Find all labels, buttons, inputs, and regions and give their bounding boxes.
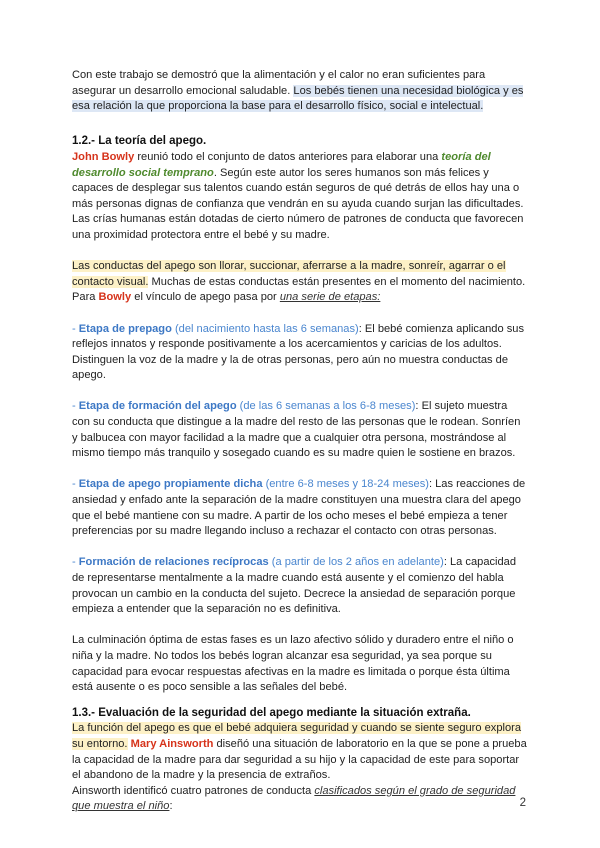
- patterns-paragraph: [72, 784, 528, 815]
- stage-paragraph: [72, 477, 528, 539]
- intro-text: Con este trabajo se demostró que la alimentación y el calor no eran suficientes para asegurar un desarrollo emocional saludable.: [72, 69, 486, 97]
- stage-paragraph: [72, 555, 528, 617]
- section-heading-theory: 1.2.- La teoría del apego.: [72, 135, 207, 148]
- patterns-text: Ainsworth identificó cuatro patrones de conducta: [72, 784, 315, 797]
- stage-title: Etapa de apego propiamente dicha: [78, 478, 263, 491]
- stage-paragraph: [72, 322, 528, 384]
- stage-range: (entre 6-8 meses y 18-24 meses): [262, 478, 429, 491]
- stage-text: : Las reacciones de ansiedad y enfado ante la separación de la madre constituyen una muestra clara del apego que el bebé mantiene con su madre. A partir de los ocho meses el bebé empieza a tener preferencias por su madre llegando incluso a rechazar el contacto con otras personas.: [72, 478, 526, 538]
- patterns-link[interactable]: clasificados según el grado de seguridad que muestra el niño: [72, 784, 516, 813]
- theory-paragraph: [72, 150, 528, 244]
- author-bowly-2: Bowly: [98, 291, 132, 304]
- section-heading-evaluation: 1.3.- Evaluación de la seguridad del apego mediante la situación extraña.: [72, 706, 471, 719]
- author-ainsworth: Mary Ainsworth: [130, 737, 214, 750]
- intro-paragraph: [72, 68, 528, 115]
- stages-link[interactable]: una serie de etapas:: [279, 291, 381, 304]
- stage-dash: -: [72, 322, 79, 335]
- evaluation-paragraph: [72, 721, 528, 783]
- author-bowly: John Bowly: [72, 150, 135, 163]
- stage-dash: -: [72, 400, 79, 413]
- theory-text-1: reunió todo el conjunto de datos anteriores para elaborar una: [134, 150, 442, 163]
- document-page: [72, 68, 528, 815]
- stage-text: : El sujeto muestra con su conducta que distingue a la madre del resto de las personas que le rodean. Sonríen y balbucea con mayor facilidad a la madre que a cualquier otra persona, mostrándose al mismo tiempo más tranquilo y sosegado cuando es su madre quien le sostiene en brazos.: [72, 400, 521, 460]
- stage-dash: -: [72, 556, 79, 569]
- stage-range: (de las 6 semanas a los 6-8 meses): [236, 400, 416, 413]
- theory-name: teoría del desarrollo social temprano: [72, 150, 491, 179]
- stage-range: (del nacimiento hasta las 6 semanas): [171, 322, 359, 335]
- culmination-paragraph: La culminación óptima de estas fases es un lazo afectivo sólido y duradero entre el niño o niña y la madre. No todos los bebés logran alcanzar esa seguridad, ya sea porque su capacidad para evocar respuestas afectivas en la madre es limitada o porque ésta última está ausente o es poco sensible a las señales del bebé.: [72, 634, 514, 694]
- stage-text: : La capacidad de representarse mentalmente a la madre cuando está ausente y el comienzo del habla provocan un cambio en la conducta del sujeto. Decrece la ansiedad de separación porque empieza a entender que la separación no es definitiva.: [72, 556, 517, 616]
- stage-dash: -: [72, 478, 79, 491]
- conducts-paragraph: [72, 259, 528, 306]
- stage-paragraph: [72, 399, 528, 461]
- conducts-text-2: el vínculo de apego pasa por: [131, 291, 280, 304]
- stage-title: Etapa de formación del apego: [78, 400, 237, 413]
- stage-title: Formación de relaciones recíprocas: [78, 556, 269, 569]
- evaluation-text-1: diseñó una situación de laboratorio en la que se pone a prueba la capacidad de la madre para dar seguridad a su hijo y la capacidad de este para soportar el abandono de la madre y la presencia de extraños.: [72, 737, 527, 782]
- stage-title: Etapa de prepago: [78, 322, 172, 335]
- stage-range: (a partir de los 2 años en adelante): [268, 556, 444, 569]
- intro-highlight: Los bebés tienen una necesidad biológica y es esa relación la que proporciona la base para el desarrollo físico, social e intelectual.: [72, 84, 524, 113]
- stage-text: : El bebé comienza aplicando sus reflejos innatos y responde positivamente a los acercamientos y caricias de los adultos. Distinguen la voz de la madre y la de otras personas, pero aún no muestra conductas de apego.: [72, 322, 524, 382]
- evaluation-highlight: La función del apego es que el bebé adquiera seguridad y cuando se siente seguro explora su entorno.: [72, 722, 522, 750]
- conducts-text-1: Muchas de estas conductas están presentes en el momento del nacimiento. Para: [72, 275, 526, 304]
- page-number: 2: [519, 797, 526, 809]
- patterns-colon: :: [169, 800, 173, 813]
- conducts-highlight: Las conductas del apego son llorar, succionar, aferrarse a la madre, sonreír, agarrar o el contacto visual.: [72, 260, 506, 288]
- theory-text-2: . Según este autor los seres humanos son más felices y capaces de desplegar sus talentos cuando están seguros de qué detrás de ellos hay una o más personas dignas de confianza que vendrán en su ayuda cuando surjan las dificultades. Las crías humanas están dotadas de cierto número de patrones de conducta que favorecen una proximidad protectora entre el bebé y su madre.: [72, 166, 524, 241]
